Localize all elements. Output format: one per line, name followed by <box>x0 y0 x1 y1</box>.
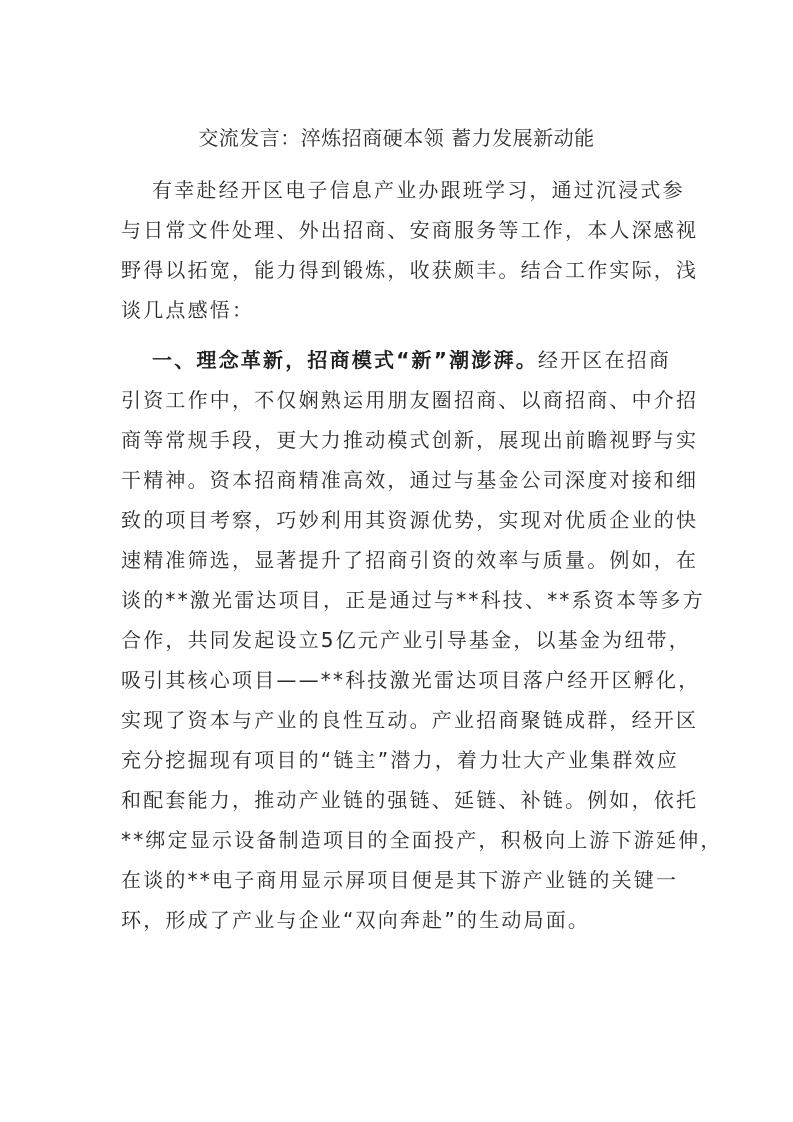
section1-line-5: 致的项目考察，巧妙利用其资源优势，实现对优质企业的快 <box>121 508 699 532</box>
intro-line-2: 与日常文件处理、外出招商、安商服务等工作，本人深感视 <box>121 218 699 242</box>
intro-line-4: 谈几点感悟： <box>121 298 255 322</box>
section1-line-4: 干精神。资本招商精准高效，通过与基金公司深度对接和细 <box>121 468 699 492</box>
section1-line-3: 商等常规手段，更大力推动模式创新，展现出前瞻视野与实 <box>121 428 699 452</box>
section1-line-12: 和配套能力，推动产业链的强链、延链、补链。例如，依托 <box>121 788 699 812</box>
section1-line-7: 谈的**激光雷达项目，正是通过与**科技、**系资本等多方 <box>121 588 705 612</box>
section1-heading: 一、理念革新，招商模式“新”潮澎湃。 <box>152 348 538 372</box>
section1-first-line <box>152 346 671 374</box>
document-title: 交流发言：淬炼招商硬本领 蓄力发展新动能 <box>198 126 595 150</box>
section1-line-9: 吸引其核心项目——**科技激光雷达项目落户经开区孵化， <box>121 668 701 692</box>
section1-line-2: 引资工作中，不仅娴熟运用朋友圈招商、以商招商、中介招 <box>121 388 699 412</box>
section1-line-14: 在谈的**电子商用显示屏项目便是其下游产业链的关键一 <box>121 868 679 892</box>
section1-line-15: 环，形成了产业与企业“双向奔赴”的生动局面。 <box>121 908 591 932</box>
section1-line-6: 速精准筛选，显著提升了招商引资的效率与质量。例如，在 <box>121 548 699 572</box>
section1-line-10: 实现了资本与产业的良性互动。产业招商聚链成群，经开区 <box>121 708 699 732</box>
section1-first-line-rest: 经开区在招商 <box>537 348 672 372</box>
intro-line-1: 有幸赴经开区电子信息产业办跟班学习，通过沉浸式参 <box>152 178 685 202</box>
intro-line-3: 野得以拓宽，能力得到锻炼，收获颇丰。结合工作实际，浅 <box>121 258 699 282</box>
section1-line-11: 充分挖掘现有项目的“链主”潜力，着力壮大产业集群效应 <box>121 748 679 772</box>
section1-line-8: 合作，共同发起设立5亿元产业引导基金，以基金为纽带， <box>121 628 691 652</box>
section1-line-13: **绑定显示设备制造项目的全面投产，积极向上游下游延伸， <box>121 828 723 852</box>
